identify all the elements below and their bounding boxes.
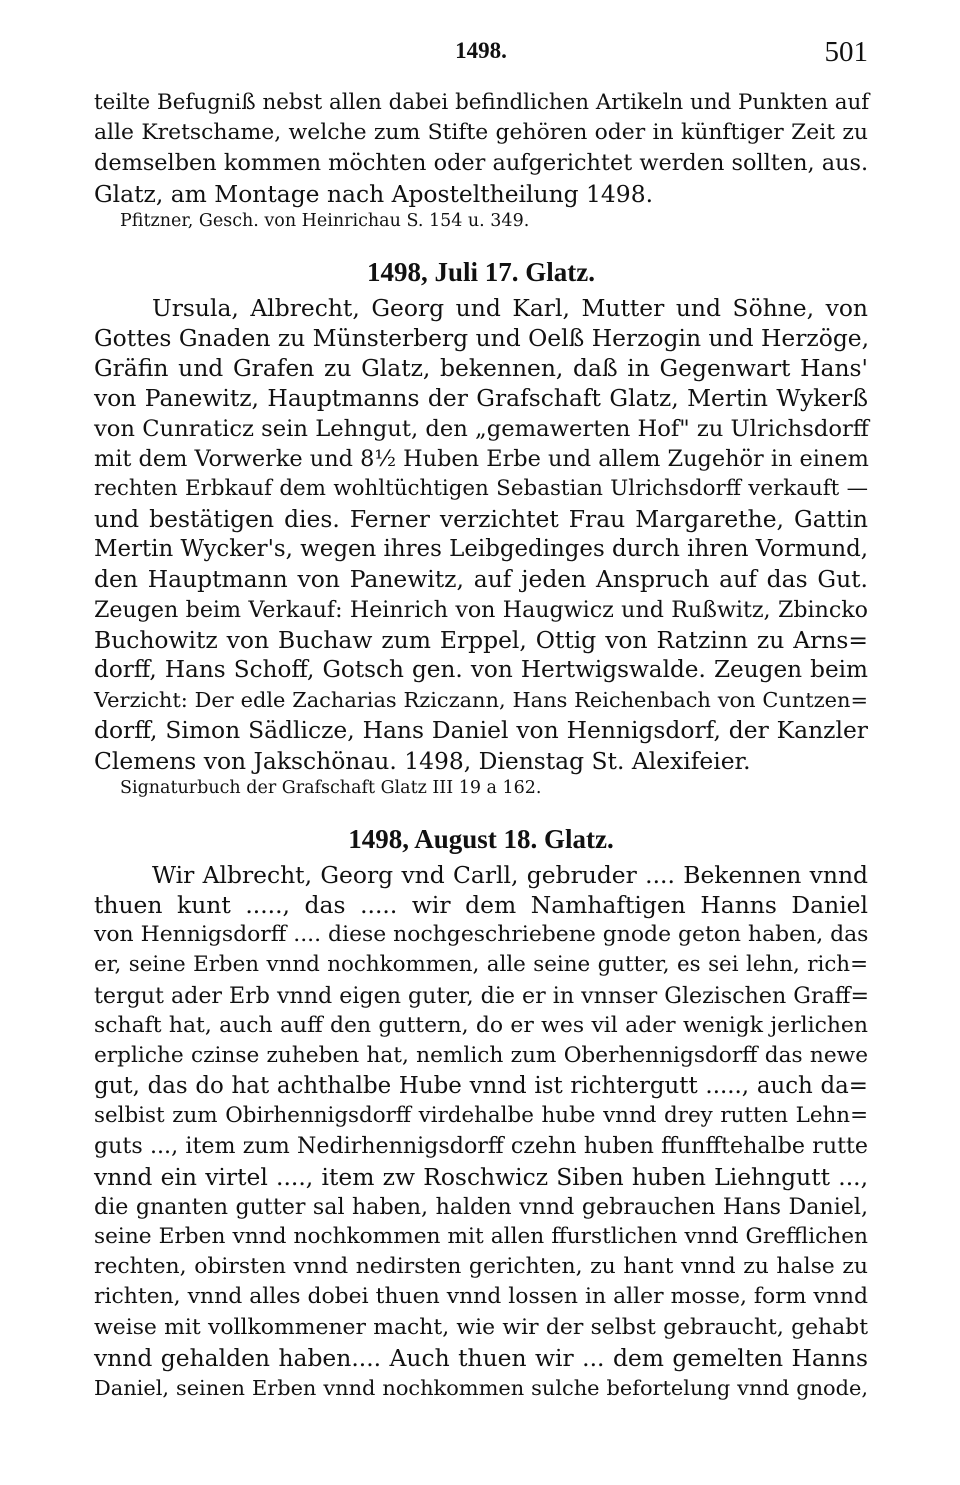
text-line: die gnanten gutter sal haben, halden vnnd gebrauchen Hans Daniel,	[94, 1193, 868, 1220]
text-line: schaft hat, auch auff den guttern, do er wes vil ader wenigk jerlichen	[94, 1012, 868, 1038]
text-line: alle Kretschame, welche zum Stifte gehören oder in künftiger Zeit zu	[94, 120, 868, 146]
source-citation: Signaturbuch der Grafschaft Glatz III 19 a 162.	[120, 777, 542, 798]
text-line: weise mit vollkommener macht, wie wir der selbst gebraucht, gehabt	[94, 1314, 868, 1340]
text-line: gut, das do hat achthalbe Hube vnnd ist richtergutt ....., auch da=	[94, 1073, 868, 1100]
text-line: Clemens von Jakschönau. 1498, Dienstag St. Alexifeier.	[94, 746, 751, 775]
text-line: teilte Befugniß nebst allen dabei befindlichen Artikeln und Punkten auf	[94, 90, 870, 115]
text-line: von Hennigsdorff .... diese nochgeschriebene gnode geton haben, das	[94, 922, 869, 948]
page-body	[94, 88, 868, 1403]
text-line: Glatz, am Montage nach Aposteltheilung 1498.	[94, 179, 654, 208]
text-line: Daniel, seinen Erben vnnd nochkommen sulche befortelung vnnd gnode,	[94, 1375, 868, 1400]
text-line: seine Erben vnnd nochkommen mit allen ffurstlichen vnnd Grefflichen	[94, 1224, 868, 1249]
entry-1498-juli-17	[94, 255, 868, 800]
continued-text	[94, 88, 868, 233]
text-line: rechten Erbkauf dem wohltüchtigen Sebastian Ulrichsdorff verkauft —	[94, 475, 868, 501]
text-line: vnnd ein virtel ...., item zw Roschwicz Siben huben Liehngutt ...,	[94, 1162, 868, 1191]
entry-heading: 1498, August 18. Glatz.	[348, 823, 614, 854]
entry-heading: 1498, Juli 17. Glatz.	[367, 256, 595, 287]
text-line: Buchowitz von Buchaw zum Erppel, Ottig von Ratzinn zu Arns=	[94, 625, 868, 654]
source-citation: Pfitzner, Gesch. von Heinrichau S. 154 u. 349.	[120, 210, 530, 231]
text-line: selbist zum Obirhennigsdorff virdehalbe hube vnnd drey rutten Lehn=	[94, 1103, 868, 1129]
text-line: thuen kunt ....., das ..... wir dem Namhaftigen Hanns Daniel	[94, 890, 868, 919]
text-line: Gottes Gnaden zu Münsterberg und Oelß Herzogin und Herzöge,	[94, 323, 870, 352]
text-line: Zeugen beim Verkauf: Heinrich von Haugwicz und Rußwitz, Zbincko	[94, 596, 868, 623]
text-line: guts ..., item zum Nedirhennigsdorff czehn huben ffunfftehalbe rutte	[94, 1133, 868, 1160]
text-line: tergut ader Erb vnnd eigen guter, die er in vnnser Glezischen Graff=	[94, 982, 870, 1009]
text-line: von Panewitz, Hauptmanns der Grafschaft Glatz, Mertin Wykerß	[94, 384, 868, 413]
text-line: Gräfin und Grafen zu Glatz, bekennen, daß in Gegenwart Hans'	[94, 354, 868, 383]
text-line: den Hauptmann von Panewitz, auf jeden Anspruch auf das Gut.	[94, 565, 868, 594]
text-line: dorff, Simon Sädlicze, Hans Daniel von Hennigsdorf, der Kanzler	[94, 716, 868, 745]
text-line: demselben kommen möchten oder aufgerichtet werden sollten, aus.	[94, 150, 869, 177]
running-head: 1498.	[455, 38, 507, 63]
text-line: Wir Albrecht, Georg vnd Carll, gebruder .... Bekennen vnnd	[152, 860, 868, 889]
text-line: Verzicht: Der edle Zacharias Rziczann, Hans Reichenbach von Cuntzen=	[94, 688, 868, 713]
text-line: richten, vnnd alles dobei thuen vnnd lossen in aller mosse, form vnnd	[94, 1284, 868, 1310]
text-line: von Cunraticz sein Lehngut, den „gemawerten Hof" zu Ulrichsdorff	[94, 415, 869, 442]
page-header	[94, 36, 868, 70]
text-line: vnnd gehalden haben.... Auch thuen wir ... dem gemelten Hanns	[94, 1343, 868, 1372]
text-line: dorff, Hans Schoff, Gotsch gen. von Hertwigswalde. Zeugen beim	[94, 657, 868, 683]
page-number: 501	[824, 36, 868, 68]
text-line: Mertin Wycker's, wegen ihres Leibgedinges durch ihren Vormund,	[94, 536, 869, 563]
text-line: rechten, obirsten vnnd nedirsten gerichten, zu hant vnnd zu halse zu	[94, 1254, 868, 1280]
entry-1498-august-18	[94, 822, 868, 1403]
text-line: er, seine Erben vnnd nochkommen, alle seine gutter, es sei lehn, rich=	[94, 952, 868, 978]
text-line: Ursula, Albrecht, Georg und Karl, Mutter und Söhne, von	[152, 293, 868, 322]
text-line: mit dem Vorwerke und 8½ Huben Erbe und allem Zugehör in einem	[94, 445, 869, 472]
text-line: erpliche czinse zuheben hat, nemlich zum Oberhennigsdorff das newe	[94, 1042, 868, 1068]
text-line: und bestätigen dies. Ferner verzichtet Frau Margarethe, Gattin	[94, 505, 868, 534]
